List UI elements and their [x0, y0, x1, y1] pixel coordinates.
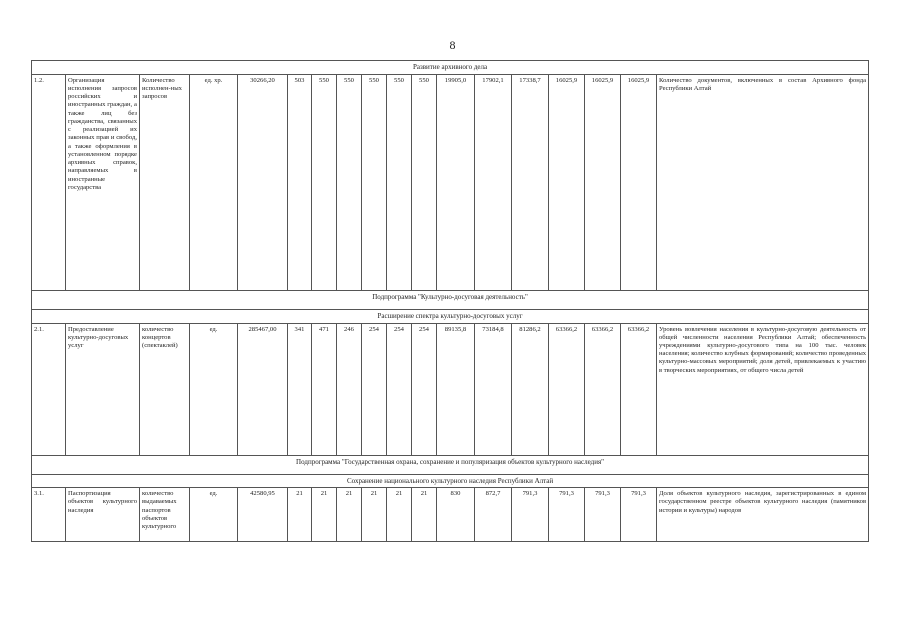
row-base-value: 30266,20 — [238, 74, 288, 290]
row-description: Уровень вовлечения населения в культурно-досуговую деятельность от общей численности населения Республики Алтай; обеспеченность учреждениями культурно-досугового типа на 100 тыс. человек населения; количество клубных формирований; количество проведенных культурно-массовых мероприятий; доля детей, привлекаемых к участию в творческих мероприятиях, от общего числа детей — [657, 323, 869, 455]
row-funding: 16025,9 — [549, 74, 585, 290]
row-value: 471 — [312, 323, 337, 455]
section-title: Подпрограмма "Государственная охрана, сохранение и популяризация объектов культурного наследия" — [32, 455, 869, 474]
section-title: Сохранение национального культурного наследия Республики Алтай — [32, 474, 869, 488]
row-value: 550 — [312, 74, 337, 290]
row-funding: 830 — [437, 488, 475, 542]
section-title: Развитие архивного дела — [32, 61, 869, 75]
row-funding: 791,3 — [549, 488, 585, 542]
row-name: Предоставление культурно-досуговых услуг — [66, 323, 140, 455]
row-funding: 791,3 — [585, 488, 621, 542]
row-description: Доля объектов культурного наследия, зарегистрированных в едином государственном реестре объектов культурного наследия (памятников истории и культуры) народов — [657, 488, 869, 542]
row-value: 341 — [288, 323, 312, 455]
row-funding: 89135,8 — [437, 323, 475, 455]
row-value: 550 — [362, 74, 387, 290]
row-description: Количество документов, включенных в состав Архивного фонда Республики Алтай — [657, 74, 869, 290]
row-value: 21 — [387, 488, 412, 542]
row-value: 21 — [312, 488, 337, 542]
row-funding: 63366,2 — [621, 323, 657, 455]
row-funding: 81286,2 — [512, 323, 549, 455]
table-row — [32, 323, 869, 455]
row-value: 21 — [288, 488, 312, 542]
row-base-value: 285467,00 — [238, 323, 288, 455]
row-value: 254 — [387, 323, 412, 455]
section-row — [32, 455, 869, 474]
row-funding: 791,3 — [512, 488, 549, 542]
row-name: Паспортизация объектов культурного наследия — [66, 488, 140, 542]
row-indicator: количество выдаваемых паспортов объектов культурного — [140, 488, 190, 542]
section-row — [32, 290, 869, 309]
row-code: 3.1. — [32, 488, 66, 542]
row-base-value: 42580,95 — [238, 488, 288, 542]
row-unit: ед. — [190, 323, 238, 455]
section-title: Подпрограмма "Культурно-досуговая деятельность" — [32, 290, 869, 309]
row-name: Организация исполнения запросов российских и иностранных граждан, а также лиц без гражданства, связанных с реализацией их законных прав и свобод, а также оформления в установленном порядке архивных справок, направляемых в иностранные государства — [66, 74, 140, 290]
row-value: 21 — [337, 488, 362, 542]
section-row — [32, 474, 869, 488]
row-funding: 872,7 — [475, 488, 512, 542]
row-value: 21 — [412, 488, 437, 542]
row-value: 21 — [362, 488, 387, 542]
row-funding: 17338,7 — [512, 74, 549, 290]
row-funding: 16025,9 — [621, 74, 657, 290]
row-value: 254 — [362, 323, 387, 455]
table-row — [32, 488, 869, 542]
row-value: 550 — [387, 74, 412, 290]
row-value: 254 — [412, 323, 437, 455]
row-code: 1.2. — [32, 74, 66, 290]
program-table — [31, 60, 869, 542]
row-indicator: количество концертов (спектаклей) — [140, 323, 190, 455]
row-indicator: Количество исполнен-ных запросов — [140, 74, 190, 290]
section-title: Расширение спектра культурно-досуговых услуг — [32, 309, 869, 323]
row-funding: 63366,2 — [585, 323, 621, 455]
row-unit: ед. хр. — [190, 74, 238, 290]
row-funding: 73184,8 — [475, 323, 512, 455]
row-code: 2.1. — [32, 323, 66, 455]
section-row — [32, 309, 869, 323]
row-funding: 16025,9 — [585, 74, 621, 290]
table-row — [32, 74, 869, 290]
row-unit: ед. — [190, 488, 238, 542]
page-number: 8 — [449, 38, 456, 52]
row-funding: 17902,1 — [475, 74, 512, 290]
section-row — [32, 61, 869, 75]
row-value: 503 — [288, 74, 312, 290]
row-value: 550 — [337, 74, 362, 290]
row-funding: 791,3 — [621, 488, 657, 542]
row-value: 550 — [412, 74, 437, 290]
row-value: 246 — [337, 323, 362, 455]
row-funding: 63366,2 — [549, 323, 585, 455]
row-funding: 19905,0 — [437, 74, 475, 290]
